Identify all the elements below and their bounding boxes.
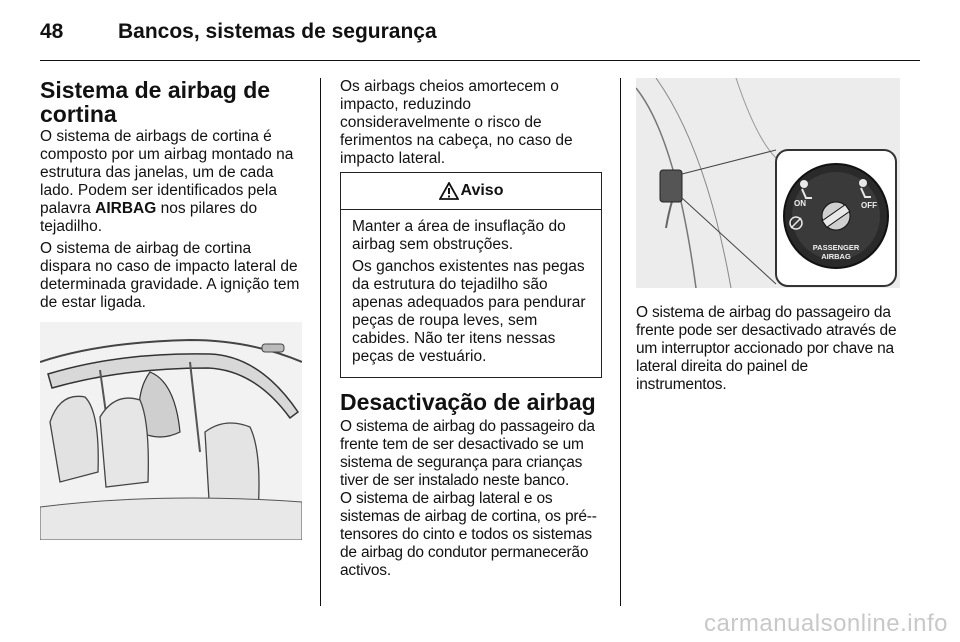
switch-on-label: ON: [794, 199, 806, 208]
page-header: [40, 14, 920, 54]
deactivation-paragraph-1: O sistema de airbag do passageiro da frente tem de ser desactivado se um sistema de segurança para crianças tiver de ser instalado neste banco.: [340, 418, 595, 489]
warning-paragraph-2: Os ganchos existentes nas pegas da estrutura do tejadilho são apenas adequados para pendurar peças de roupa leves, sem cabides. Não ter itens nessas peças de vestuário.: [352, 258, 586, 365]
curtain-airbag-illustration: [40, 322, 302, 540]
warning-body: [341, 210, 601, 366]
column-divider-1: [320, 78, 321, 606]
airbag-cushion-paragraph: Os airbags cheios amortecem o impacto, reduzindo consideravelmente o risco de ferimentos na cabeça, no caso de impacto lateral.: [340, 78, 573, 167]
switch-off-label: OFF: [861, 201, 877, 210]
watermark: carmanualsonline.info: [704, 610, 948, 637]
right-column: [636, 304, 902, 394]
middle-column-lower: [340, 390, 604, 580]
warning-triangle-icon: [439, 182, 459, 200]
curtain-airbag-paragraph-2: O sistema de airbag de cortina dispara no caso de impacto lateral de determinada gravidade. A ignição tem de estar ligada.: [40, 240, 300, 311]
curtain-airbag-paragraph-1: O sistema de airbags de cortina é composto por um airbag montado na estrutura das janelas, um de cada lado. Podem ser identificados pela palavra AIRBAG nos pilares do tejadilho.: [40, 128, 294, 235]
switch-airbag-label: AIRBAG: [821, 252, 851, 261]
airbag-switch-illustration: [636, 78, 900, 288]
warning-paragraph-1: Manter a área de insuflação do airbag sem obstruções.: [352, 218, 566, 253]
warning-title: Aviso: [460, 182, 504, 199]
airbag-word: AIRBAG: [95, 200, 157, 217]
curtain-airbag-heading: Sistema de airbag de cortina: [40, 77, 271, 127]
column-divider-2: [620, 78, 621, 606]
header-rule: [40, 60, 920, 61]
page-number: 48: [40, 20, 64, 43]
switch-passenger-label: PASSENGER: [812, 243, 860, 252]
airbag-switch-drawing: [636, 78, 900, 288]
airbag-deactivation-heading: Desactivação de airbag: [340, 389, 596, 415]
deactivation-paragraph-2: O sistema de airbag lateral e os sistemas de airbag de cortina, os pré--tensores do cinto e todos os sistemas de airbag do condutor permanecerão activos.: [340, 490, 597, 579]
warning-header: [341, 173, 601, 210]
left-column: [40, 78, 306, 312]
chapter-title: Bancos, sistemas de segurança: [118, 20, 437, 43]
curtain-airbag-drawing: [40, 322, 302, 540]
warning-box: [340, 172, 602, 378]
switch-caption: O sistema de airbag do passageiro da frente pode ser desactivado através de um interruptor accionado por chave na lateral direita do painel de instrumentos.: [636, 304, 897, 393]
middle-column: [340, 78, 602, 168]
